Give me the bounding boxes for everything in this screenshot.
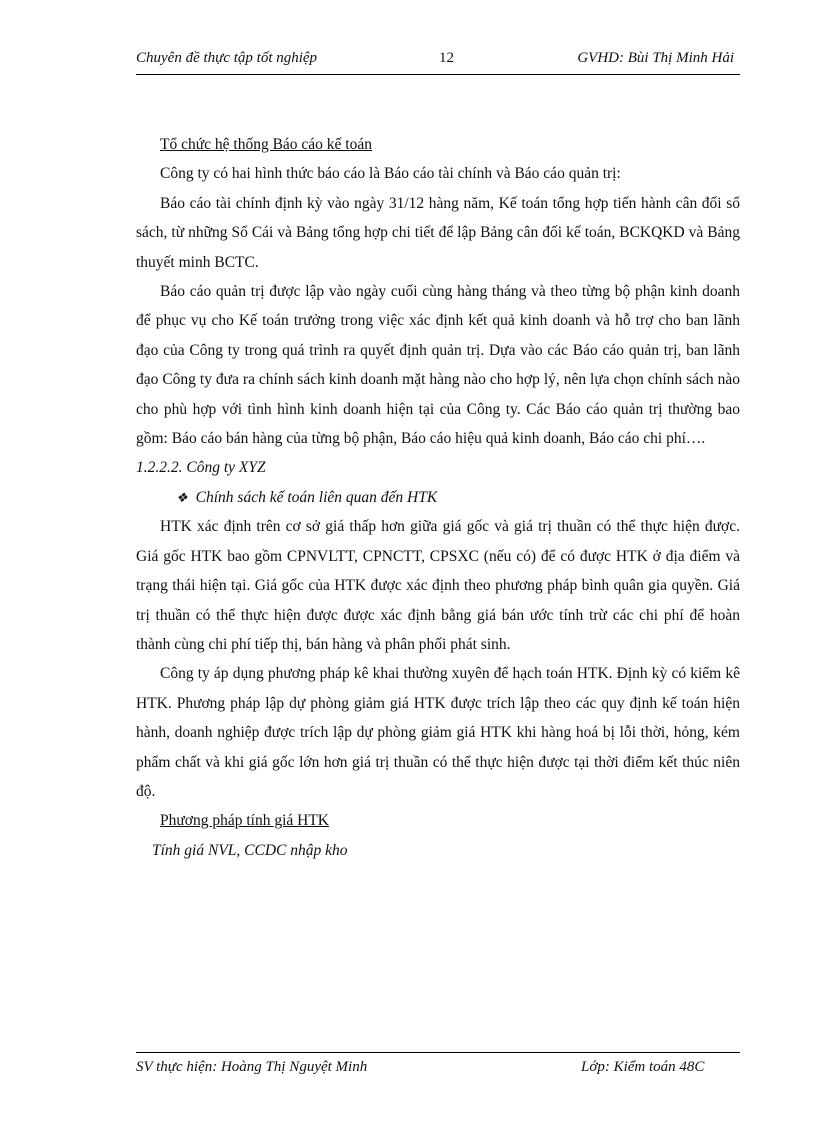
document-body [136, 130, 740, 865]
paragraph-management-report: Báo cáo quản trị được lập vào ngày cuối cùng hàng tháng và theo từng bộ phận kinh doanh để phục vụ cho Kế toán trưởng trong việc xác định kết quả kinh doanh và hỗ trợ cho ban lãnh đạo của Công ty trong quá trình ra quyết định quản trị. Dựa vào các Báo cáo quản trị, ban lãnh đạo Công ty đưa ra chính sách kinh doanh mặt hàng nào cho hợp lý, nên lựa chọn chính sách nào cho phù hợp với tình hình kinh doanh hiện tại của Công ty. Các Báo cáo quản trị thường bao gồm: Báo cáo bán hàng của từng bộ phận, Báo cáo hiệu quả kinh doanh, Báo cáo chi phí…. [136, 283, 740, 448]
paragraph-inventory-valuation: HTK xác định trên cơ sở giá thấp hơn giữa giá gốc và giá trị thuần có thể thực hiện được. Giá gốc HTK bao gồm CPNVLTT, CPNCTT, CPSXC (nếu có) để có được HTK ở địa điểm và trạng thái hiện tại. Giá gốc của HTK được xác định theo phương pháp bình quân gia quyền. Giá trị thuần có thể thực hiện được được xác định bằng giá bán ước tính trừ các chi phí để hoàn thành cùng chi phí tiếp thị, bán hàng và phân phối phát sinh. [136, 518, 740, 653]
header-supervisor: GVHD: Bùi Thị Minh Hải [577, 50, 734, 66]
header-topic: Chuyên đề thực tập tốt nghiệp [136, 50, 318, 66]
subheading-material-pricing: Tính giá NVL, CCDC nhập kho [152, 841, 348, 859]
page-footer [136, 1052, 740, 1075]
paragraph-report-types: Công ty có hai hình thức báo cáo là Báo cáo tài chính và Báo cáo quản trị: [160, 165, 621, 183]
footer-student: SV thực hiện: Hoàng Thị Nguyệt Minh [136, 1059, 368, 1075]
paragraph-inventory-method: Công ty áp dụng phương pháp kê khai thường xuyên để hạch toán HTK. Định kỳ có kiểm kê HTK. Phương pháp lập dự phòng giảm giá HTK được trích lập theo các quy định kế toán hiện hành, doanh nghiệp được trích lập dự phòng giảm giá HTK khi hàng hoá bị lỗi thời, hỏng, kém phẩm chất và khi giá gốc lớn hơn giá trị thuần có thể thực hiện được tại thời điểm kết thúc niên độ. [136, 665, 740, 800]
footer-class: Lớp: Kiểm toán 48C [581, 1059, 705, 1075]
paragraph-financial-report: Báo cáo tài chính định kỳ vào ngày 31/12 hàng năm, Kế toán tổng hợp tiến hành cân đối sổ sách, từ những Sổ Cái và Bảng tổng hợp chi tiết để lập Bảng cân đối kế toán, BCKQKD và Bảng thuyết minh BCTC. [136, 194, 740, 271]
section-heading: 1.2.2.2. Công ty XYZ [136, 459, 266, 477]
page-number: 12 [439, 50, 454, 66]
heading-report-system: Tổ chức hệ thống Báo cáo kế toán [160, 136, 372, 153]
diamond-bullet-icon: ❖ [176, 489, 188, 505]
bullet-text: Chính sách kế toán liên quan đến HTK [195, 488, 438, 506]
heading-pricing-method: Phương pháp tính giá HTK [160, 812, 330, 830]
page-header [136, 50, 740, 75]
bullet-heading [136, 483, 740, 512]
